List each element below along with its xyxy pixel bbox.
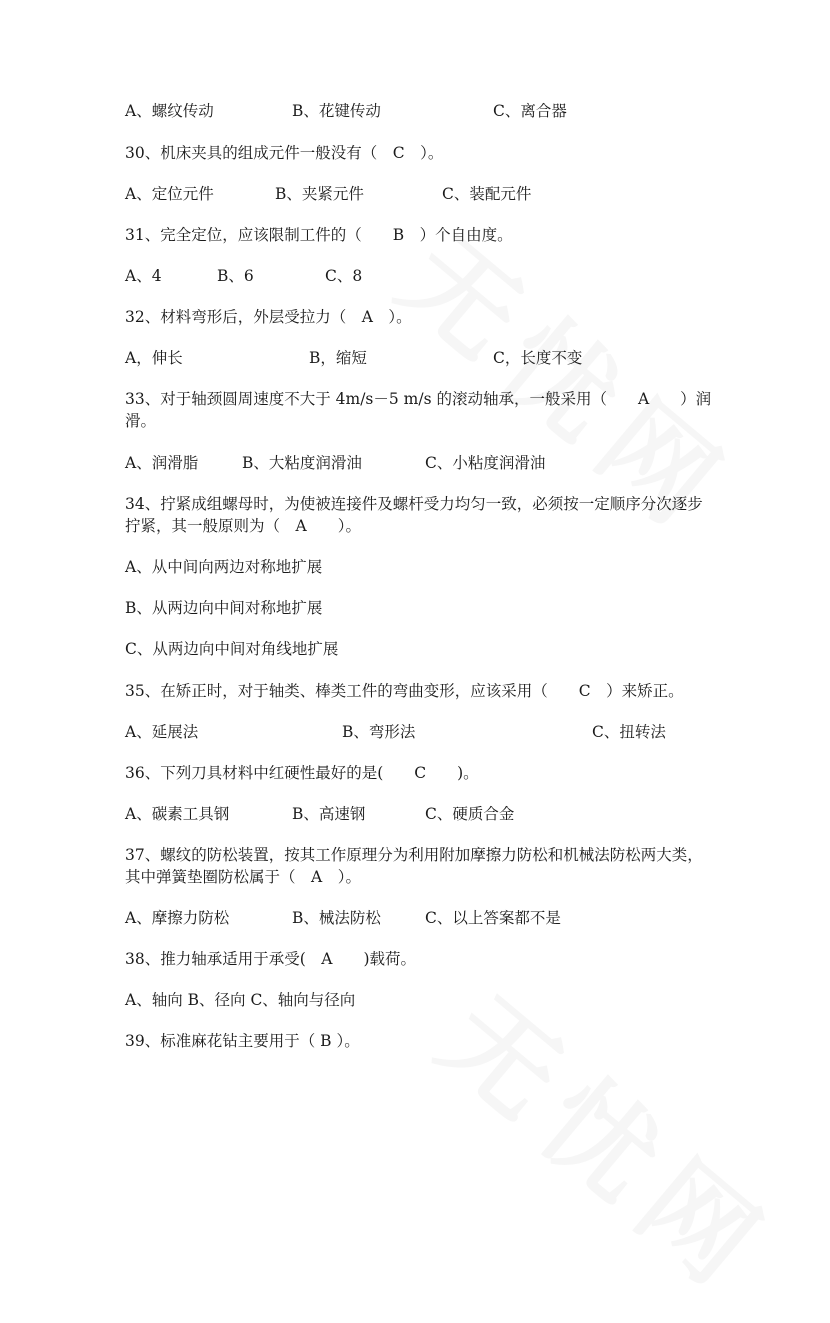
option-a: A、摩擦力防松 [125, 909, 230, 927]
options-row [125, 183, 725, 205]
option-c: C、从两边向中间对角线地扩展 [125, 640, 339, 658]
option-c: C、硬质合金 [425, 805, 515, 823]
question-33: 33、对于轴颈圆周速度不大于 4m/s－5 m/s 的滚动轴承，一般采用（ A ）润滑。 [125, 390, 712, 430]
option-b: B、从两边向中间对称地扩展 [125, 599, 323, 617]
option-c: C、离合器 [493, 102, 567, 120]
question-34: 34、拧紧成组螺母时，为使被连接件及螺杆受力均匀一致，必须按一定顺序分次逐步拧紧，其一般原则为（ A ）。 [125, 495, 703, 535]
question-30: 30、机床夹具的组成元件一般没有（ C ）。 [125, 144, 444, 162]
option-b: B、6 [217, 267, 254, 285]
option-c: C、扭转法 [592, 723, 666, 741]
option-a: A、螺纹传动 [125, 102, 214, 120]
watermark [414, 955, 810, 1323]
options-row [125, 803, 725, 825]
question-37: 37、螺纹的防松装置，按其工作原理分为利用附加摩擦力防松和机械法防松两大类，其中弹簧垫圈防松属于（ A ）。 [125, 846, 703, 886]
option-b: B、大粘度润滑油 [242, 454, 362, 472]
option-a: A、4 [125, 267, 162, 285]
options-row [125, 721, 725, 743]
question-35: 35、在矫正时，对于轴类、棒类工件的弯曲变形，应该采用（ C ）来矫正。 [125, 682, 684, 700]
option-c: C、小粘度润滑油 [425, 454, 546, 472]
option-c: C、8 [325, 267, 363, 285]
option-a: A、碳素工具钢 [125, 805, 230, 823]
option-a: A、润滑脂 [125, 454, 199, 472]
option-a: A，伸长 [125, 349, 183, 367]
options-row: A、轴向 B、径向 C、轴向与径向 [125, 991, 356, 1009]
option-b: B、弯形法 [342, 723, 416, 741]
option-c: C，长度不变 [493, 349, 583, 367]
question-36: 36、下列刀具材料中红硬性最好的是( C )。 [125, 764, 479, 782]
option-c: C、以上答案都不是 [425, 909, 561, 927]
options-row [125, 100, 725, 122]
option-a: A、定位元件 [125, 185, 214, 203]
option-b: B、夹紧元件 [275, 185, 364, 203]
options-row [125, 265, 725, 287]
question-32: 32、材料弯形后，外层受拉力（ A ）。 [125, 308, 412, 326]
question-31: 31、完全定位，应该限制工件的（ B ）个自由度。 [125, 226, 513, 244]
option-a: A、从中间向两边对称地扩展 [125, 558, 323, 576]
option-c: C、装配元件 [442, 185, 532, 203]
options-row [125, 452, 725, 474]
option-b: B、高速钢 [292, 805, 366, 823]
options-row [125, 347, 725, 369]
option-a: A、延展法 [125, 723, 199, 741]
question-38: 38、推力轴承适用于承受( A )载荷。 [125, 950, 417, 968]
option-b: B、花键传动 [292, 102, 381, 120]
option-b: B、械法防松 [292, 909, 381, 927]
question-39: 39、标准麻花钻主要用于（ B ）。 [125, 1032, 360, 1050]
options-row [125, 907, 725, 929]
option-b: B，缩短 [309, 349, 367, 367]
